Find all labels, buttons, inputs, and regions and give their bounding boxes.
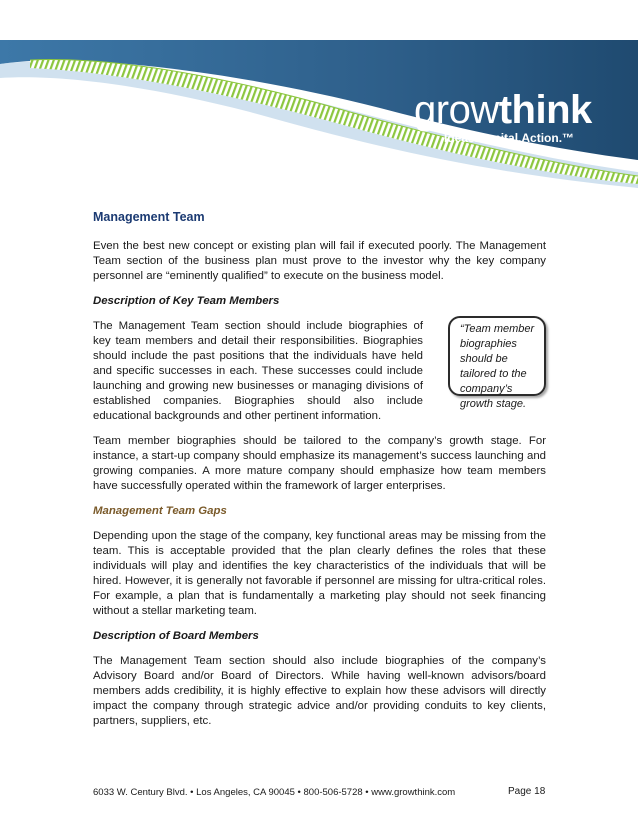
- logo-think: think: [498, 88, 592, 132]
- intro-paragraph: Even the best new concept or existing plan will fail if executed poorly. The Management Team section of the business plan must prove to the investor why the key company personnel are “eminently qualified” to execute on the business model.: [93, 240, 546, 282]
- document-body: [93, 210, 546, 739]
- board-members-heading: Description of Board Members: [93, 630, 259, 642]
- section-title: Management Team: [93, 210, 205, 224]
- team-gaps-paragraph: Depending upon the stage of the company, key functional areas may be missing from the team. This is acceptable provided that the plan clearly defines the roles that these individuals will play and identifies the key characteristics of the individuals that will be hired. However, it is generally not favorable if personnel are missing for ultra-critical roles. For example, a plan that is fundamentally a marketing play should not seek financing without a stellar marketing team.: [93, 530, 546, 617]
- pull-quote-callout: “Team member biographies should be tailored to the company’s growth stage.: [448, 316, 546, 396]
- page-footer: [93, 787, 553, 798]
- team-gaps-heading: Management Team Gaps: [93, 505, 227, 517]
- logo-tagline: Ideas.Capital.Action.™: [444, 131, 575, 145]
- key-members-row: [93, 319, 546, 424]
- footer-address: 6033 W. Century Blvd. • Los Angeles, CA 90045 • 800-506-5728 • www.growthink.com: [93, 787, 456, 798]
- key-members-heading: Description of Key Team Members: [93, 295, 280, 307]
- tailoring-paragraph: Team member biographies should be tailored to the company’s growth stage. For instance, a start-up company should emphasize its management’s success launching and growing companies. A more mature company should emphasize how team members have successfully operated within the framework of larger enterprises.: [93, 435, 546, 492]
- board-members-paragraph: The Management Team section should also include biographies of the company’s Advisory Board and/or Board of Directors. While having well-known advisors/board members adds credibility, it is highly effective to explain how these advisors will directly impact the company through strategic advice and/or providing conduits to key clients, partners, suppliers, etc.: [93, 655, 546, 727]
- logo-grow: grow: [414, 88, 499, 132]
- header-banner: [0, 0, 638, 200]
- key-members-paragraph: The Management Team section should include biographies of key team members and detail their responsibilities. Biographies should include the past positions that the individuals have held and specific successes in each. These successes could include launching and growing new businesses or managing divisions of established companies. Biographies should also include educational backgrounds and other pertinent information.: [93, 320, 423, 422]
- growthink-logo: [414, 90, 614, 145]
- page-number: Page 18: [508, 786, 546, 797]
- logo-wordmark: [414, 90, 614, 130]
